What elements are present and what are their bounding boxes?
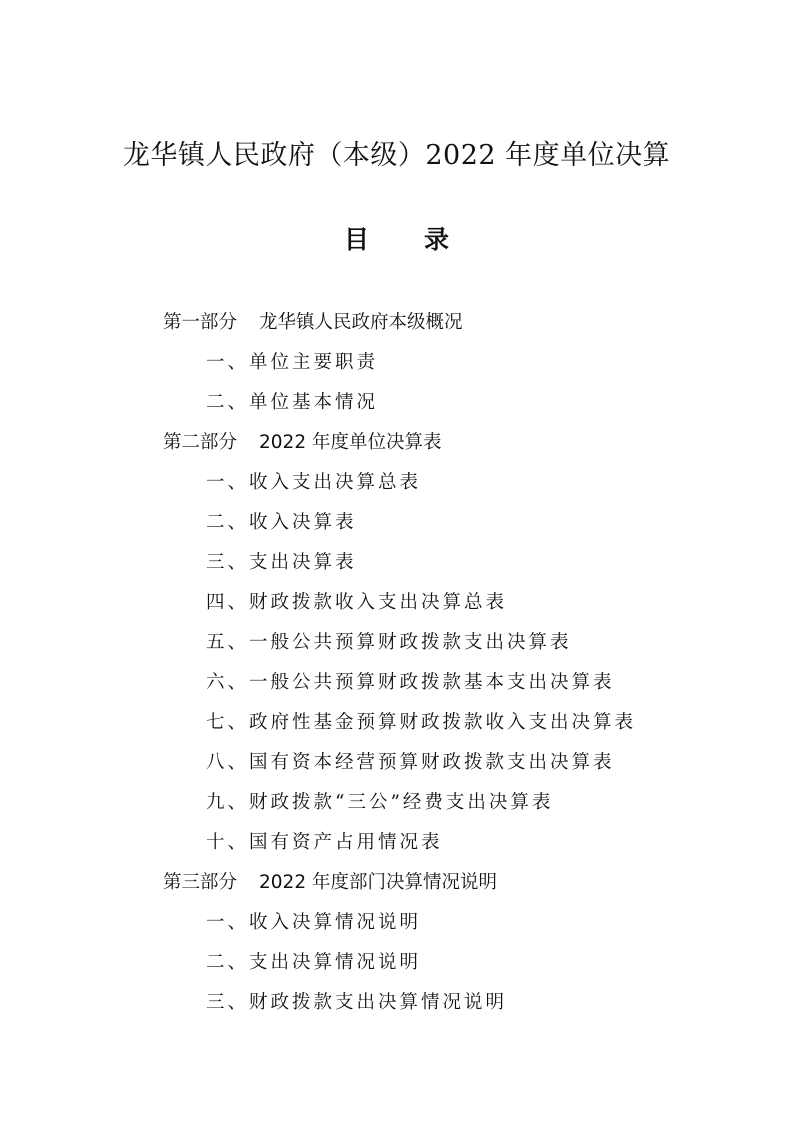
table-of-contents <box>163 303 763 1023</box>
part-title: 2022 年度单位决算表 <box>259 432 442 453</box>
toc-item[interactable]: 一、单位主要职责 <box>206 352 379 373</box>
toc-item[interactable]: 六、一般公共预算财政拨款基本支出决算表 <box>206 672 615 693</box>
part-title: 2022 年度部门决算情况说明 <box>259 872 497 893</box>
toc-item[interactable]: 二、收入决算表 <box>206 512 357 533</box>
page-title: 龙华镇人民政府（本级）2022 年度单位决算 <box>122 140 671 171</box>
toc-item[interactable]: 九、财政拨款“三公”经费支出决算表 <box>206 792 554 813</box>
toc-item[interactable]: 三、支出决算表 <box>206 552 357 573</box>
toc-item[interactable]: 四、财政拨款收入支出决算总表 <box>206 592 508 613</box>
toc-item[interactable]: 三、财政拨款支出决算情况说明 <box>206 992 508 1013</box>
part-label: 第二部分 <box>163 432 238 453</box>
toc-part-1[interactable] <box>163 303 763 343</box>
toc-item[interactable]: 一、收入决算情况说明 <box>206 912 422 933</box>
part-title: 龙华镇人民政府本级概况 <box>259 312 463 333</box>
toc-item[interactable]: 五、一般公共预算财政拨款支出决算表 <box>206 632 572 653</box>
toc-item[interactable]: 八、国有资本经营预算财政拨款支出决算表 <box>206 752 615 773</box>
toc-item[interactable]: 十、国有资产占用情况表 <box>206 832 443 853</box>
toc-item[interactable]: 二、支出决算情况说明 <box>206 952 422 973</box>
toc-item[interactable]: 七、政府性基金预算财政拨款收入支出决算表 <box>206 712 637 733</box>
toc-part-2[interactable] <box>163 423 763 463</box>
toc-heading: 目录 <box>343 225 504 254</box>
toc-part-3[interactable] <box>163 863 763 903</box>
part-label: 第一部分 <box>163 312 238 333</box>
toc-item[interactable]: 二、单位基本情况 <box>206 392 379 413</box>
part-label: 第三部分 <box>163 872 238 893</box>
toc-item[interactable]: 一、收入支出决算总表 <box>206 472 422 493</box>
